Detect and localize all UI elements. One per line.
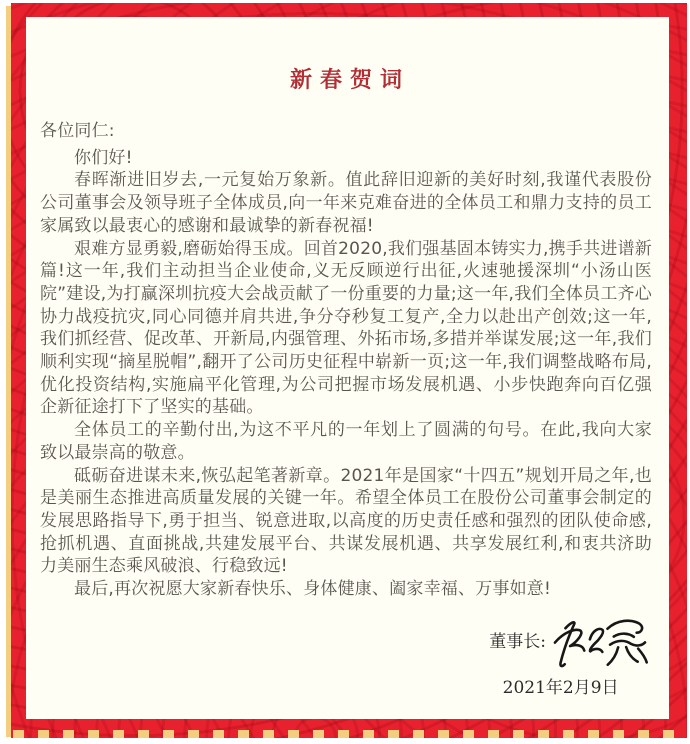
paragraph-tribute: 全体员工的辛勤付出,为这不平凡的一年划上了圆满的句号。在此,我向大家致以最崇高的敬意。	[40, 420, 652, 463]
paragraph-outlook-2021: 砥砺奋进谋未来,恢弘起笔著新章。2021年是国家“十四五”规划开局之年,也是美丽生态推进高质量发展的关键一年。希望全体员工在股份公司董事会制定的发展思路指导下,勇于担当、锐意进取,以高度的历史责任感和强烈的团队使命感,抢抓机遇、直面挑战,共建发展平台、共谋发展机遇、共享发展红利,和衷共济助力美丽生态乘风破浪、行稳致远!	[40, 465, 652, 577]
letter-paper	[26, 17, 669, 719]
paragraph-greeting: 你们好!	[74, 147, 133, 168]
handwritten-signature-icon	[549, 615, 651, 670]
paragraph-review-2020: 艰难方显勇毅,磨砺始得玉成。回首2020,我们强基固本铸实力,携手共进谱新篇!这一年,我们主动担当企业使命,义无反顾逆行出征,火速驰援深圳“小汤山医院”建设,为打赢深圳抗疫大会战贡献了一份重要的力量;这一年,我们全体员工齐心协力战疫抗灾,同心同德并肩共进,争分夺秒复工复产,全力以赴出产创效;这一年,我们抓经营、促改革、开新局,内强管理、外拓市场,多措并举谋发展;这一年,我们顺利实现“摘星脱帽”,翻开了公司历史征程中崭新一页;这一年,我们调整战略布局,优化投资结构,实施扁平化管理,为公司把握市场发展机遇、小步快跑奔向百亿强企新征途打下了坚实的基础。	[40, 238, 652, 418]
letter-title: 新春贺词	[289, 67, 410, 93]
signature-row	[489, 617, 650, 669]
paragraph-final-wishes: 最后,再次祝愿大家新春快乐、身体健康、阖家幸福、万事如意!	[74, 579, 552, 600]
red-decorative-frame	[11, 3, 687, 738]
chairman-label: 董事长:	[489, 632, 546, 653]
letter-body	[40, 120, 652, 601]
salutation: 各位同仁:	[40, 121, 115, 141]
gold-bottom-dashed-border	[13, 730, 684, 738]
letter-date: 2021年2月9日	[502, 677, 619, 698]
signature-block	[489, 617, 650, 698]
paragraph-opening: 春晖渐进旧岁去,一元复始万象新。值此辞旧迎新的美好时刻,我谨代表股份公司董事会及领导班子全体成员,向一年来克难奋进的全体员工和鼎力支持的员工家属致以最衷心的感谢和最诚挚的新春祝福!	[40, 170, 652, 236]
